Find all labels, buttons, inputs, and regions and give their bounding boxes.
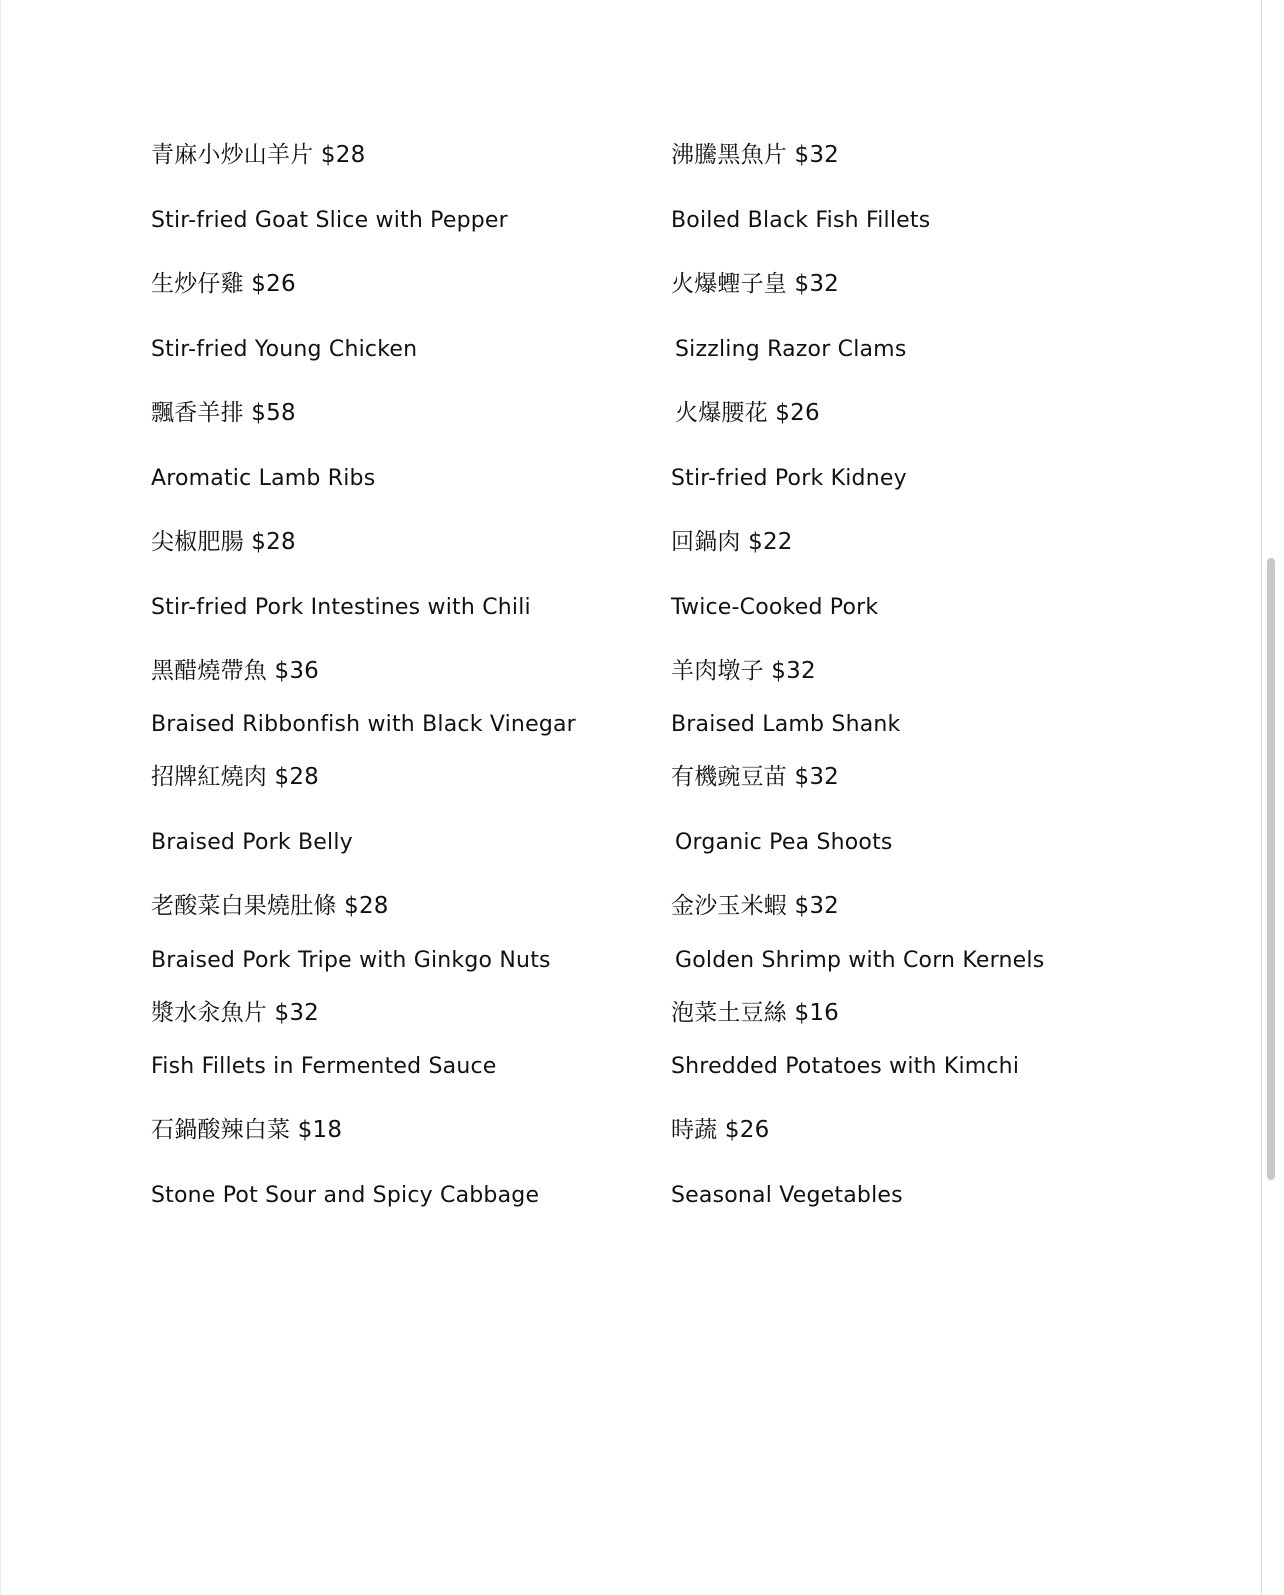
menu-item-english-name: Stir-fried Goat Slice with Pepper (151, 208, 508, 233)
menu-item-english-name: Stir-fried Young Chicken (151, 337, 418, 362)
scrollbar-thumb[interactable] (1267, 558, 1275, 1180)
menu-item-chinese-name-price: 漿水汆魚片 $32 (151, 1000, 320, 1026)
menu-item-chinese-name-price: 羊肉墩子 $32 (671, 658, 816, 684)
menu-item-chinese-name-price: 時蔬 $26 (671, 1117, 770, 1143)
menu-item-english-name: Boiled Black Fish Fillets (671, 208, 931, 233)
menu-item-chinese-name-price: 飄香羊排 $58 (151, 400, 296, 426)
menu-item-english-name: Twice-Cooked Pork (671, 595, 879, 620)
menu-item-english-name: Sizzling Razor Clams (675, 337, 907, 362)
menu-item-chinese-name-price: 黑醋燒帶魚 $36 (151, 658, 320, 684)
menu-item-chinese-name-price: 泡菜土豆絲 $16 (671, 1000, 840, 1026)
menu-item-chinese-name-price: 老酸菜白果燒肚條 $28 (151, 893, 389, 919)
menu-item-english-name: Braised Pork Belly (151, 830, 353, 855)
menu-item-english-name: Braised Lamb Shank (671, 712, 901, 737)
menu-item-english-name: Braised Ribbonfish with Black Vinegar (151, 712, 576, 737)
menu-item-english-name: Shredded Potatoes with Kimchi (671, 1054, 1020, 1079)
menu-item-chinese-name-price: 回鍋肉 $22 (671, 529, 793, 555)
menu-item-chinese-name-price: 有機豌豆苗 $32 (671, 764, 840, 790)
menu-item-english-name: Golden Shrimp with Corn Kernels (675, 948, 1045, 973)
menu-item-chinese-name-price: 青麻小炒山羊片 $28 (151, 142, 366, 168)
menu-item-english-name: Organic Pea Shoots (675, 830, 893, 855)
menu-item-chinese-name-price: 火爆蟶子皇 $32 (671, 271, 840, 297)
menu-item-chinese-name-price: 生炒仔雞 $26 (151, 271, 296, 297)
menu-item-chinese-name-price: 尖椒肥腸 $28 (151, 529, 296, 555)
menu-item-english-name: Seasonal Vegetables (671, 1183, 903, 1208)
menu-item-chinese-name-price: 金沙玉米蝦 $32 (671, 893, 840, 919)
menu-item-english-name: Stir-fried Pork Intestines with Chili (151, 595, 531, 620)
menu-item-english-name: Stone Pot Sour and Spicy Cabbage (151, 1183, 540, 1208)
menu-item-english-name: Fish Fillets in Fermented Sauce (151, 1054, 497, 1079)
menu-item-chinese-name-price: 沸騰黑魚片 $32 (671, 142, 840, 168)
menu-item-english-name: Stir-fried Pork Kidney (671, 466, 907, 491)
menu-item-english-name: Aromatic Lamb Ribs (151, 466, 376, 491)
menu-item-english-name: Braised Pork Tripe with Ginkgo Nuts (151, 948, 551, 973)
menu-item-chinese-name-price: 火爆腰花 $26 (675, 400, 820, 426)
menu-item-chinese-name-price: 招牌紅燒肉 $28 (151, 764, 320, 790)
menu-item-chinese-name-price: 石鍋酸辣白菜 $18 (151, 1117, 343, 1143)
